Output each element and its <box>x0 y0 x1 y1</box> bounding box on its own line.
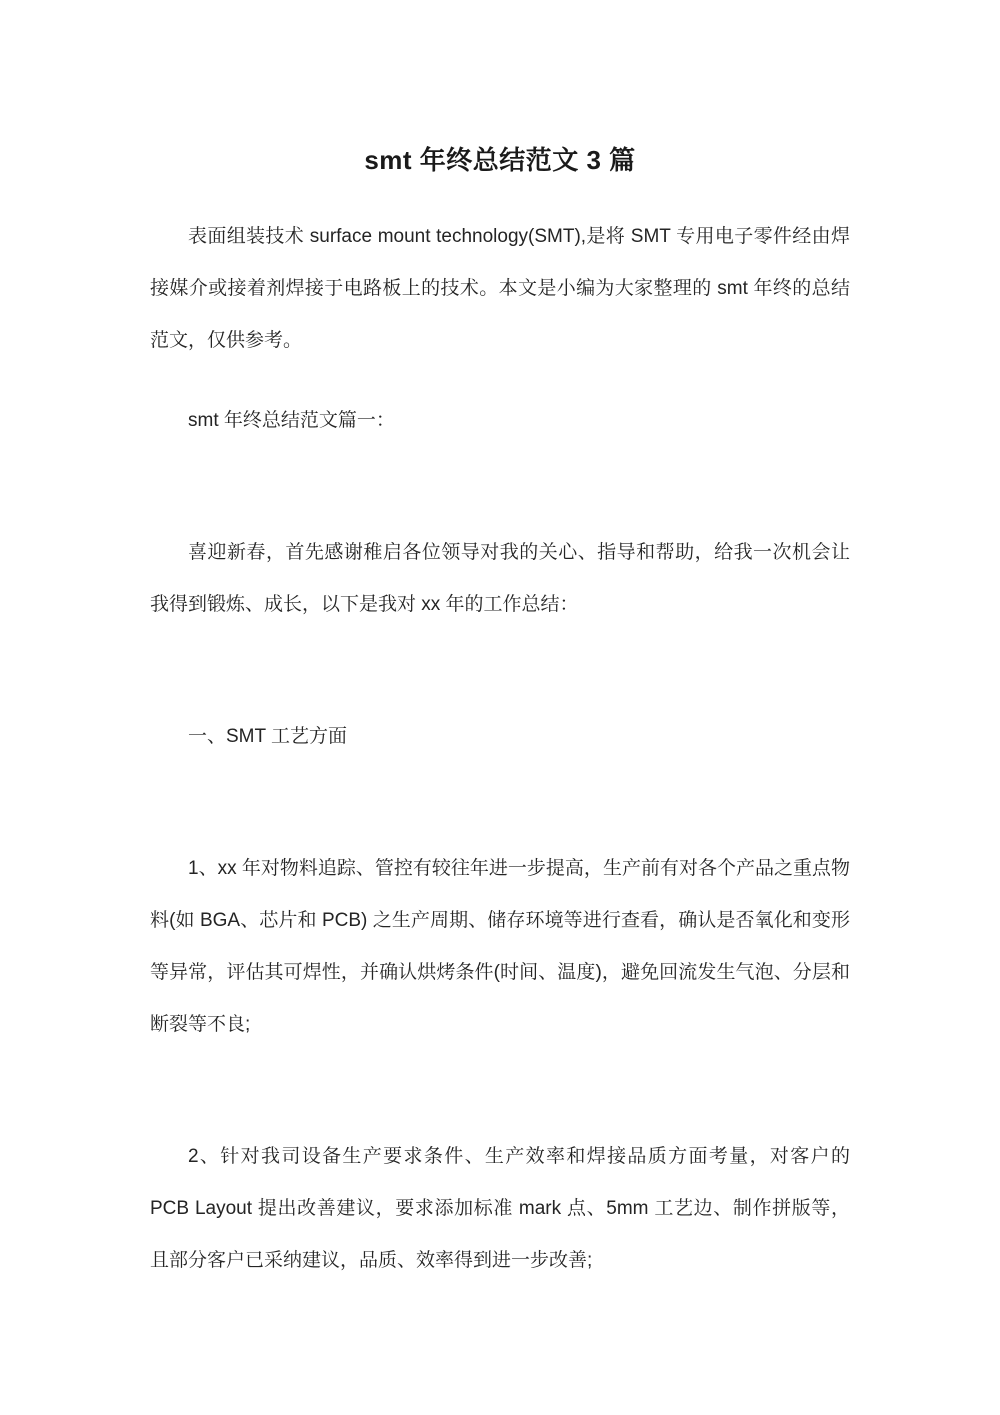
paragraph-item-2: 2、针对我司设备生产要求条件、生产效率和焊接品质方面考量，对客户的 PCB Layout 提出改善建议，要求添加标准 mark 点、5mm 工艺边、制作拼版等，且部分客户已采纳建议，品质、效率得到进一步改善; <box>150 1146 850 1271</box>
blank-line <box>150 659 850 711</box>
blank-line <box>150 475 850 527</box>
blank-line <box>150 1079 850 1131</box>
paragraph-greeting: 喜迎新春，首先感谢稚启各位领导对我的关心、指导和帮助，给我一次机会让我得到锻炼、成长，以下是我对 xx 年的工作总结： <box>150 542 850 615</box>
blank-line <box>150 791 850 843</box>
paragraph-intro: 表面组装技术 surface mount technology(SMT),是将 SMT 专用电子零件经由焊接媒介或接着剂焊接于电路板上的技术。本文是小编为大家整理的 smt 年终的总结范文，仅供参考。 <box>150 226 850 351</box>
document-title: smt 年终总结范文 3 篇 <box>364 145 636 175</box>
paragraph-item-1: 1、xx 年对物料追踪、管控有较往年进一步提高，生产前有对各个产品之重点物料(如 BGA、芯片和 PCB) 之生产周期、储存环境等进行查看，确认是否氧化和变形等异常，评估其可焊性，并确认烘烤条件(时间、温度)，避免回流发生气泡、分层和断裂等不良; <box>150 858 850 1035</box>
paragraph-section-one-label: smt 年终总结范文篇一： <box>188 410 395 431</box>
paragraph-heading-smt-process: 一、SMT 工艺方面 <box>188 726 348 747</box>
